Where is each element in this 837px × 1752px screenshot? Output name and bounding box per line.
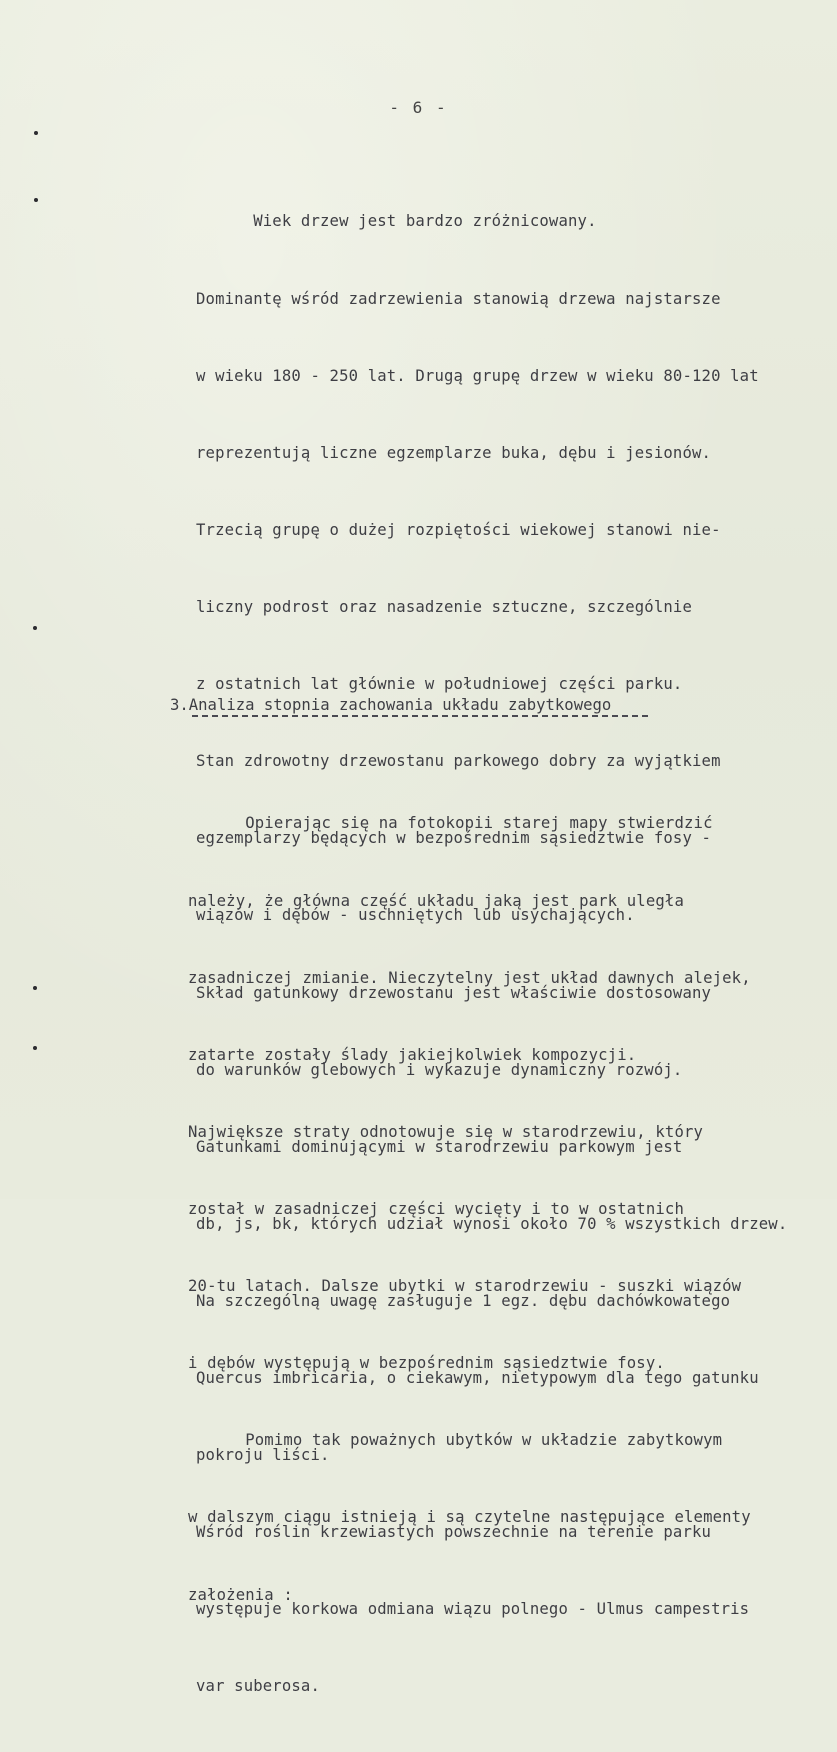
text-line: należy, że główna część układu jaką jest park uległa xyxy=(188,891,684,910)
text-line: Dominantę wśród zadrzewienia stanowią drzewa najstarsze xyxy=(196,289,721,308)
text-line: do warunków glebowych i wykazuje dynamiczny rozwój. xyxy=(196,1060,683,1079)
text-line: Wśród roślin krzewiastych powszechnie na terenie parku xyxy=(196,1523,712,1542)
margin-mark xyxy=(33,626,37,630)
text-line: Quercus imbricaria, o ciekawym, nietypowym dla tego gatunku xyxy=(196,1369,759,1388)
text-line: var suberosa. xyxy=(196,1677,320,1696)
text-line: 20-tu latach. Dalsze ubytki w starodrzewiu - suszki wiązów xyxy=(188,1277,742,1296)
text-line: Wiek drzew jest bardzo zróżnicowany. xyxy=(196,212,597,231)
text-line: w wieku 180 - 250 lat. Drugą grupę drzew w wieku 80-120 lat xyxy=(196,366,759,385)
margin-mark xyxy=(33,986,37,990)
text-line: wiązów i dębów - uschniętych lub usychających. xyxy=(196,906,635,925)
section-heading: 3.Analiza stopnia zachowania układu zabytkowego xyxy=(170,696,612,714)
text-line: Trzecią grupę o dużej rozpiętości wiekowej stanowi nie- xyxy=(196,520,721,539)
text-line: w dalszym ciągu istnieją i są czytelne następujące elementy xyxy=(188,1508,751,1527)
text-line: zasadniczej zmianie. Nieczytelny jest układ dawnych alejek, xyxy=(188,968,751,987)
text-line: Gatunkami dominującymi w starodrzewiu parkowym jest xyxy=(196,1137,683,1156)
text-line: egzemplarzy będących w bezpośrednim sąsiedztwie fosy - xyxy=(196,829,712,848)
margin-mark xyxy=(33,1046,37,1050)
text-line: został w zasadniczej części wycięty i to w ostatnich xyxy=(188,1199,684,1218)
text-line: Największe straty odnotowuje się w starodrzewiu, który xyxy=(188,1122,704,1141)
text-line: liczny podrost oraz nasadzenie sztuczne, szczególnie xyxy=(196,597,692,616)
text-line: pokroju liści. xyxy=(196,1446,330,1465)
text-line: reprezentują liczne egzemplarze buka, dębu i jesionów. xyxy=(196,443,712,462)
text-line: Pomimo tak poważnych ubytków w układzie zabytkowym xyxy=(188,1431,723,1450)
text-line: zatarte zostały ślady jakiejkolwiek kompozycji. xyxy=(188,1045,637,1064)
margin-mark xyxy=(34,131,38,135)
text-line: z ostatnich lat głównie w południowej części parku. xyxy=(196,675,683,694)
paragraph-layout-analysis xyxy=(188,760,751,1660)
page-number: - 6 - xyxy=(389,98,448,117)
text-line: założenia : xyxy=(188,1585,293,1604)
margin-mark xyxy=(34,198,38,202)
text-line: Na szczególną uwagę zasługuje 1 egz. dębu dachówkowatego xyxy=(196,1291,731,1310)
text-line: Opierając się na fotokopii starej mapy stwierdzić xyxy=(188,814,713,833)
heading-underline xyxy=(192,715,648,717)
text-line: występuje korkowa odmiana wiązu polnego - Ulmus campestris xyxy=(196,1600,750,1619)
text-line: Skład gatunkowy drzewostanu jest właściwie dostosowany xyxy=(196,983,712,1002)
text-line: Stan zdrowotny drzewostanu parkowego dobry za wyjątkiem xyxy=(196,752,721,771)
text-line: db, js, bk, których udział wynosi około 70 % wszystkich drzew. xyxy=(196,1214,788,1233)
text-line: i dębów występują w bezpośrednim sąsiedztwie fosy. xyxy=(188,1354,665,1373)
